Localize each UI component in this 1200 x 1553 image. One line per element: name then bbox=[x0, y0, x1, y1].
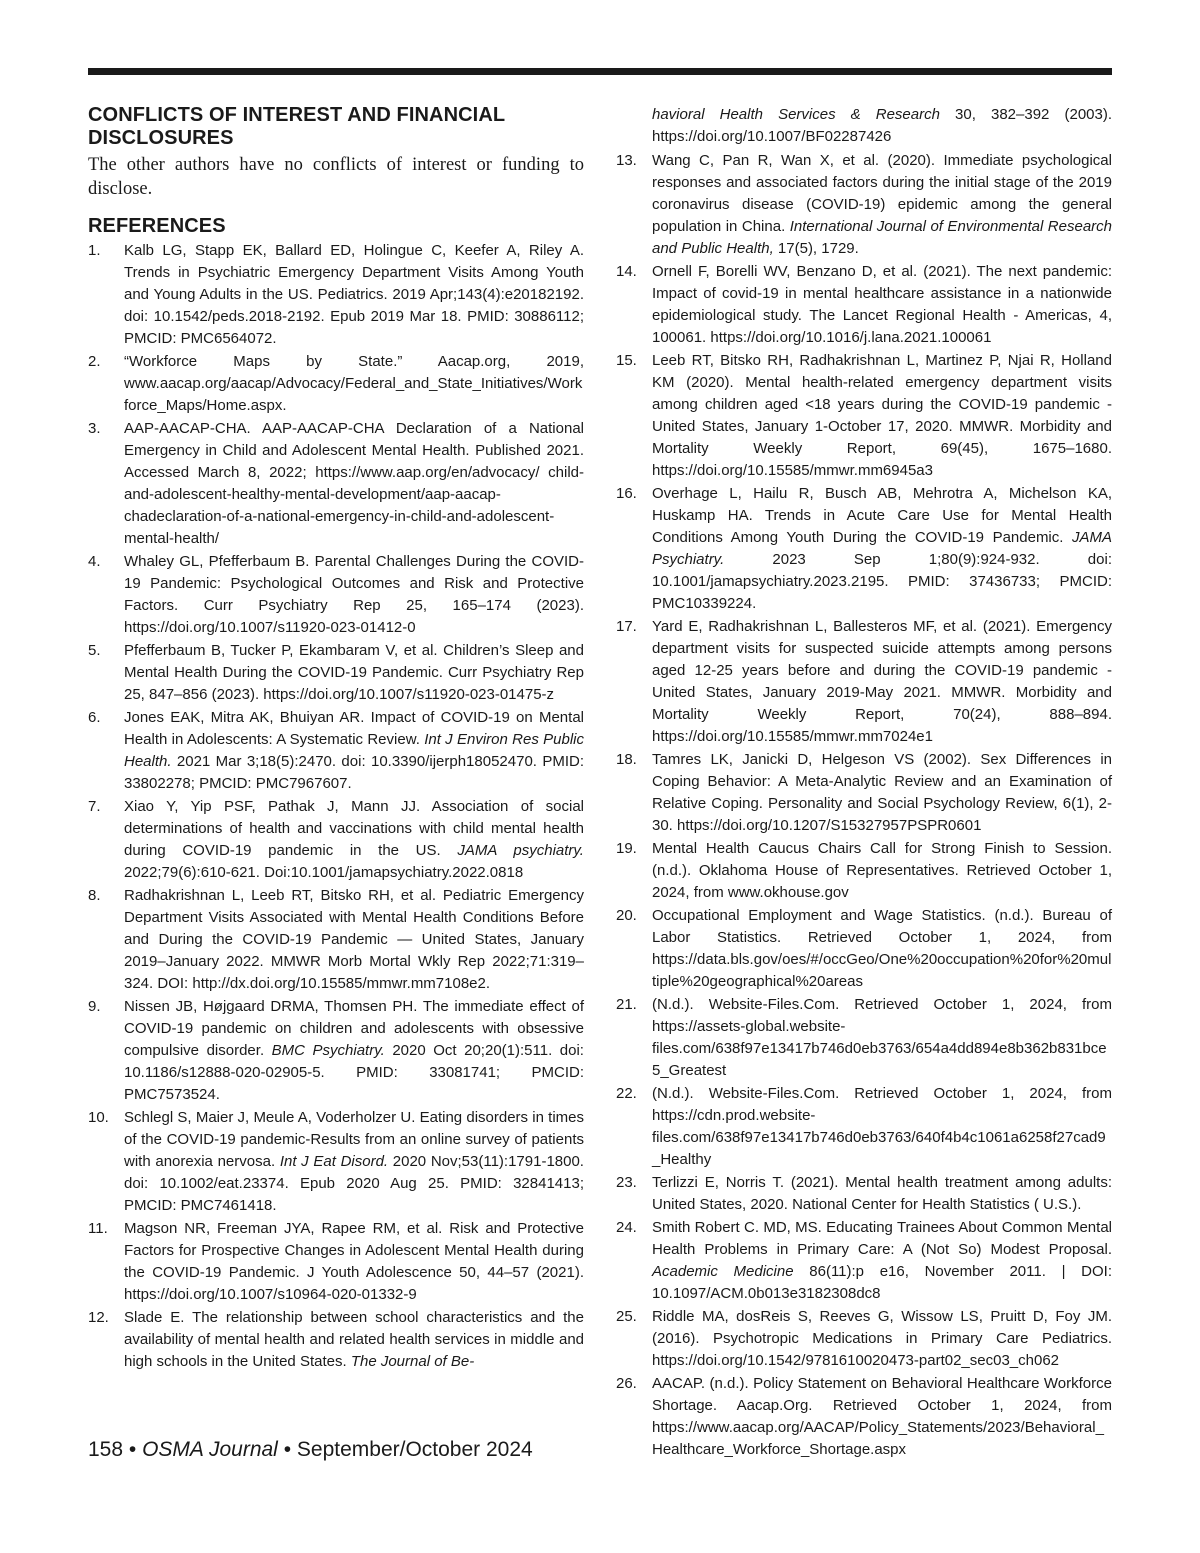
reference-text: Wang C, Pan R, Wan X, et al. (2020). Immediate psychological responses and associated factors during the initial stage of the 2019 coronavirus disease (COVID-19) epidemic among the general population in China. bbox=[652, 152, 1112, 235]
reference-item bbox=[616, 1083, 1112, 1171]
reference-number: 20. bbox=[616, 907, 637, 924]
reference-12-continuation bbox=[616, 104, 1112, 148]
reference-number: 5. bbox=[88, 642, 101, 659]
reference-item bbox=[616, 1172, 1112, 1216]
reference-text: Riddle MA, dosReis S, Reeves G, Wissow LS, Pruitt D, Foy JM. (2016). Psychotropic Medications in Primary Care Pediatrics. https://doi.org/10.1542/9781610020473-part02_sec03_ch062 bbox=[652, 1308, 1112, 1369]
reference-number: 4. bbox=[88, 553, 101, 570]
reference-text: Occupational Employment and Wage Statistics. (n.d.). Bureau of Labor Statistics. Retrieved October 1, 2024, from https://data.bls.gov/oes/#/occGeo/One%20occupation%20for%20multiple%20geographical%20areas bbox=[652, 907, 1112, 990]
reference-item bbox=[616, 616, 1112, 748]
reference-text: Slade E. The relationship between school characteristics and the availability of mental health and related health services in middle and high schools in the United States. bbox=[124, 1309, 584, 1370]
references-list-right bbox=[616, 150, 1112, 1461]
reference-text: Nissen JB, Højgaard DRMA, Thomsen PH. The immediate effect of COVID-19 pandemic on children and adolescents with obsessive compulsive disorder. bbox=[124, 998, 584, 1059]
reference-text: Terlizzi E, Norris T. (2021). Mental health treatment among adults: United States, 2020. National Center for Health Statistics ( U.S.). bbox=[652, 1174, 1112, 1213]
reference-text: Overhage L, Hailu R, Busch AB, Mehrotra A, Michelson KA, Huskamp HA. Trends in Acute Care Use for Mental Health Conditions Among Youth During the COVID-19 Pandemic. bbox=[652, 485, 1112, 546]
reference-text-after: 2021 Mar 3;18(5):2470. doi: 10.3390/ijerph18052470. PMID: 33802278; PMCID: PMC7967607. bbox=[124, 753, 584, 792]
reference-journal: JAMA Psychiatry. bbox=[652, 529, 1112, 568]
left-column bbox=[88, 104, 584, 1374]
reference-number: 9. bbox=[88, 998, 101, 1015]
reference-number: 10. bbox=[88, 1109, 109, 1126]
reference-number: 25. bbox=[616, 1308, 637, 1325]
reference-text: Tamres LK, Janicki D, Helgeson VS (2002). Sex Differences in Coping Behavior: A Meta-Analytic Review and an Examination of Relative Coping. Personality and Social Psychology Review, 6(1), 2-30. https://doi.org/10.1207/S15327957PSPR0601 bbox=[652, 751, 1112, 834]
reference-item bbox=[616, 905, 1112, 993]
reference-item bbox=[88, 240, 584, 350]
reference-number: 18. bbox=[616, 751, 637, 768]
reference-number: 22. bbox=[616, 1085, 637, 1102]
reference-item bbox=[616, 1373, 1112, 1461]
reference-text: “Workforce Maps by State.” Aacap.org, 2019, www.aacap.org/aacap/Advocacy/Federal_and_State_Initiatives/Workforce_Maps/Home.aspx. bbox=[124, 353, 584, 414]
reference-text-after: 86(11):p e16, November 2011. | DOI: 10.1097/ACM.0b013e3182308dc8 bbox=[652, 1263, 1112, 1302]
reference-item bbox=[88, 351, 584, 417]
reference-text-after: 2022;79(6):610-621. Doi:10.1001/jamapsychiatry.2022.0818 bbox=[124, 864, 524, 881]
reference-text-after: 2020 Nov;53(11):1791-1800. doi: 10.1002/eat.23374. Epub 2020 Aug 25. PMID: 32841413; PMCID: PMC7461418. bbox=[124, 1153, 584, 1214]
footer-separator: • bbox=[123, 1438, 143, 1461]
issue-date: September/October 2024 bbox=[296, 1438, 533, 1461]
reference-text-after: 17(5), 1729. bbox=[773, 240, 859, 257]
reference-text: (N.d.). Website-Files.Com. Retrieved October 1, 2024, from https://assets-global.website-files.com/638f97e13417b746d0eb3763/654a4dd894e8b362b831bce5_Greatest bbox=[652, 996, 1112, 1079]
reference-item bbox=[616, 1217, 1112, 1305]
reference-text-after: 2020 Oct 20;20(1):511. doi: 10.1186/s12888-020-02905-5. PMID: 33081741; PMCID: PMC7573524. bbox=[124, 1042, 584, 1103]
references-list-left bbox=[88, 240, 584, 1373]
reference-number: 15. bbox=[616, 352, 637, 369]
page-number: 158 bbox=[88, 1438, 124, 1461]
reference-text-after: 2023 Sep 1;80(9):924-932. doi: 10.1001/jamapsychiatry.2023.2195. PMID: 37436733; PMCID: PMC10339224. bbox=[652, 551, 1112, 612]
reference-item bbox=[616, 838, 1112, 904]
reference-item bbox=[88, 640, 584, 706]
page-footer bbox=[88, 1438, 533, 1462]
reference-text: Leeb RT, Bitsko RH, Radhakrishnan L, Martinez P, Njai R, Holland KM (2020). Mental health-related emergency department visits among children aged <18 years during the COVID-19 pandemic - United States, January 1-October 17, 2020. MMWR. Morbidity and Mortality Weekly Report, 69(45), 1675–1680. https://doi.org/10.15585/mmwr.mm6945a3 bbox=[652, 352, 1112, 479]
reference-text: Xiao Y, Yip PSF, Pathak J, Mann JJ. Association of social determinations of health and vaccinations with child mental health during COVID-19 pandemic in the US. bbox=[124, 798, 584, 859]
reference-item bbox=[616, 150, 1112, 260]
reference-text: Pfefferbaum B, Tucker P, Ekambaram V, et al. Children’s Sleep and Mental Health During the COVID-19 Pandemic. Curr Psychiatry Rep 25, 847–856 (2023). https://doi.org/10.1007/s11920-023-01475-z bbox=[124, 642, 584, 703]
reference-text: Yard E, Radhakrishnan L, Ballesteros MF, et al. (2021). Emergency department visits for suspected suicide attempts among persons aged 12-25 years before and during the COVID-19 pandemic - United States, January 2019-May 2021. MMWR. Morbidity and Mortality Weekly Report, 70(24), 888–894. https://doi.org/10.15585/mmwr.mm7024e1 bbox=[652, 618, 1112, 745]
reference-number: 2. bbox=[88, 353, 101, 370]
reference-journal: Int J Environ Res Public Health. bbox=[124, 731, 584, 770]
reference-number: 17. bbox=[616, 618, 637, 635]
reference-item bbox=[88, 796, 584, 884]
reference-number: 26. bbox=[616, 1375, 637, 1392]
reference-text: (N.d.). Website-Files.Com. Retrieved October 1, 2024, from https://cdn.prod.website-files.com/638f97e13417b746d0eb3763/640f4b4c1061a6258f27cad9_Healthy bbox=[652, 1085, 1112, 1168]
reference-item bbox=[616, 350, 1112, 482]
reference-number: 13. bbox=[616, 152, 637, 169]
reference-item bbox=[88, 1307, 584, 1373]
reference-item bbox=[88, 996, 584, 1106]
references-heading: REFERENCES bbox=[88, 215, 226, 237]
reference-item bbox=[88, 1107, 584, 1217]
reference-number: 7. bbox=[88, 798, 101, 815]
footer-separator-2: • bbox=[277, 1438, 297, 1461]
reference-item bbox=[88, 1218, 584, 1306]
reference-text: Ornell F, Borelli WV, Benzano D, et al. (2021). The next pandemic: Impact of covid-19 in mental healthcare assistance in a nationwide epidemiological study. The Lancet Regional Health - Americas, 4, 100061. https://doi.org/10.1016/j.lana.2021.100061 bbox=[652, 263, 1112, 346]
reference-12-journal: havioral Health Services & Research bbox=[652, 106, 940, 123]
reference-text: Schlegl S, Maier J, Meule A, Voderholzer U. Eating disorders in times of the COVID-19 pandemic-Results from an online survey of patients with anorexia nervosa. bbox=[124, 1109, 584, 1170]
reference-item bbox=[88, 885, 584, 995]
reference-item bbox=[616, 994, 1112, 1082]
reference-number: 14. bbox=[616, 263, 637, 280]
reference-text: Smith Robert C. MD, MS. Educating Trainees About Common Mental Health Problems in Primary Care: A (Not So) Modest Proposal. bbox=[652, 1219, 1112, 1258]
reference-number: 8. bbox=[88, 887, 101, 904]
reference-text: AACAP. (n.d.). Policy Statement on Behavioral Healthcare Workforce Shortage. Aacap.Org. Retrieved October 1, 2024, from https://www.aacap.org/AACAP/Policy_Statements/2023/Behavioral_Healthcare_Workforce_Shortage.aspx bbox=[652, 1375, 1112, 1458]
reference-number: 12. bbox=[88, 1309, 109, 1326]
reference-number: 21. bbox=[616, 996, 637, 1013]
reference-number: 16. bbox=[616, 485, 637, 502]
reference-text: Kalb LG, Stapp EK, Ballard ED, Holingue C, Keefer A, Riley A. Trends in Psychiatric Emergency Department Visits Among Youth and Young Adults in the US. Pediatrics. 2019 Apr;143(4):e20182192. doi: 10.1542/peds.2018-2192. Epub 2019 Mar 18. PMID: 30886112; PMCID: PMC6564072. bbox=[124, 242, 584, 347]
reference-12-continuation-text: 30, 382–392 (2003). https://doi.org/10.1007/BF02287426 bbox=[652, 106, 1113, 145]
reference-number: 24. bbox=[616, 1219, 637, 1236]
reference-item bbox=[88, 551, 584, 639]
reference-item bbox=[616, 1306, 1112, 1372]
reference-number: 1. bbox=[88, 242, 101, 259]
reference-item bbox=[616, 749, 1112, 837]
reference-text: Whaley GL, Pfefferbaum B. Parental Challenges During the COVID-19 Pandemic: Psychological Outcomes and Risk and Protective Factors. Curr Psychiatry Rep 25, 165–174 (2023). https://doi.org/10.1007/s11920-023-01412-0 bbox=[124, 553, 584, 636]
reference-journal: JAMA psychiatry. bbox=[457, 842, 584, 859]
conflicts-text: The other authors have no conflicts of interest or funding to disclose. bbox=[88, 155, 584, 199]
reference-text: Magson NR, Freeman JYA, Rapee RM, et al. Risk and Protective Factors for Prospective Changes in Adolescent Mental Health during the COVID-19 Pandemic. J Youth Adolescence 50, 44–57 (2021). https://doi.org/10.1007/s10964-020-01332-9 bbox=[124, 1220, 584, 1303]
reference-item bbox=[88, 707, 584, 795]
reference-number: 3. bbox=[88, 420, 101, 437]
reference-journal: International Journal of Environmental Research and Public Health, bbox=[652, 218, 1112, 257]
right-column bbox=[616, 104, 1112, 1462]
reference-number: 11. bbox=[88, 1220, 108, 1237]
reference-item bbox=[616, 261, 1112, 349]
reference-item bbox=[616, 483, 1112, 615]
journal-name: OSMA Journal bbox=[142, 1438, 278, 1461]
reference-number: 23. bbox=[616, 1174, 637, 1191]
reference-journal: The Journal of Be- bbox=[350, 1353, 475, 1370]
reference-text: Radhakrishnan L, Leeb RT, Bitsko RH, et al. Pediatric Emergency Department Visits Associated with Mental Health Conditions Before and During the COVID-19 Pandemic — United States, January 2019–January 2022. MMWR Morb Mortal Wkly Rep 2022;71:319–324. DOI: http://dx.doi.org/10.15585/mmwr.mm7108e2. bbox=[124, 887, 584, 992]
reference-text: Jones EAK, Mitra AK, Bhuiyan AR. Impact of COVID-19 on Mental Health in Adolescents: A Systematic Review. bbox=[124, 709, 584, 748]
top-rule bbox=[88, 68, 1112, 75]
reference-item bbox=[88, 418, 584, 550]
reference-journal: Int J Eat Disord. bbox=[279, 1153, 389, 1170]
reference-number: 6. bbox=[88, 709, 101, 726]
reference-text: Mental Health Caucus Chairs Call for Strong Finish to Session. (n.d.). Oklahoma House of Representatives. Retrieved October 1, 2024, from www.okhouse.gov bbox=[652, 840, 1112, 901]
reference-journal: BMC Psychiatry. bbox=[271, 1042, 385, 1059]
reference-text: AAP-AACAP-CHA. AAP-AACAP-CHA Declaration of a National Emergency in Child and Adolescent Mental Health. Published 2021. Accessed March 8, 2022; https://www.aap.org/en/advocacy/ child-and-adolescent-healthy-mental-development/aap-aacap-chadeclaration-of-a-national-emergency-in-child-and-adolescent-mental-health/ bbox=[124, 420, 584, 547]
reference-journal: Academic Medicine bbox=[652, 1263, 794, 1280]
reference-number: 19. bbox=[616, 840, 637, 857]
conflicts-heading: CONFLICTS OF INTEREST AND FINANCIAL DISCLOSURES bbox=[88, 104, 505, 149]
